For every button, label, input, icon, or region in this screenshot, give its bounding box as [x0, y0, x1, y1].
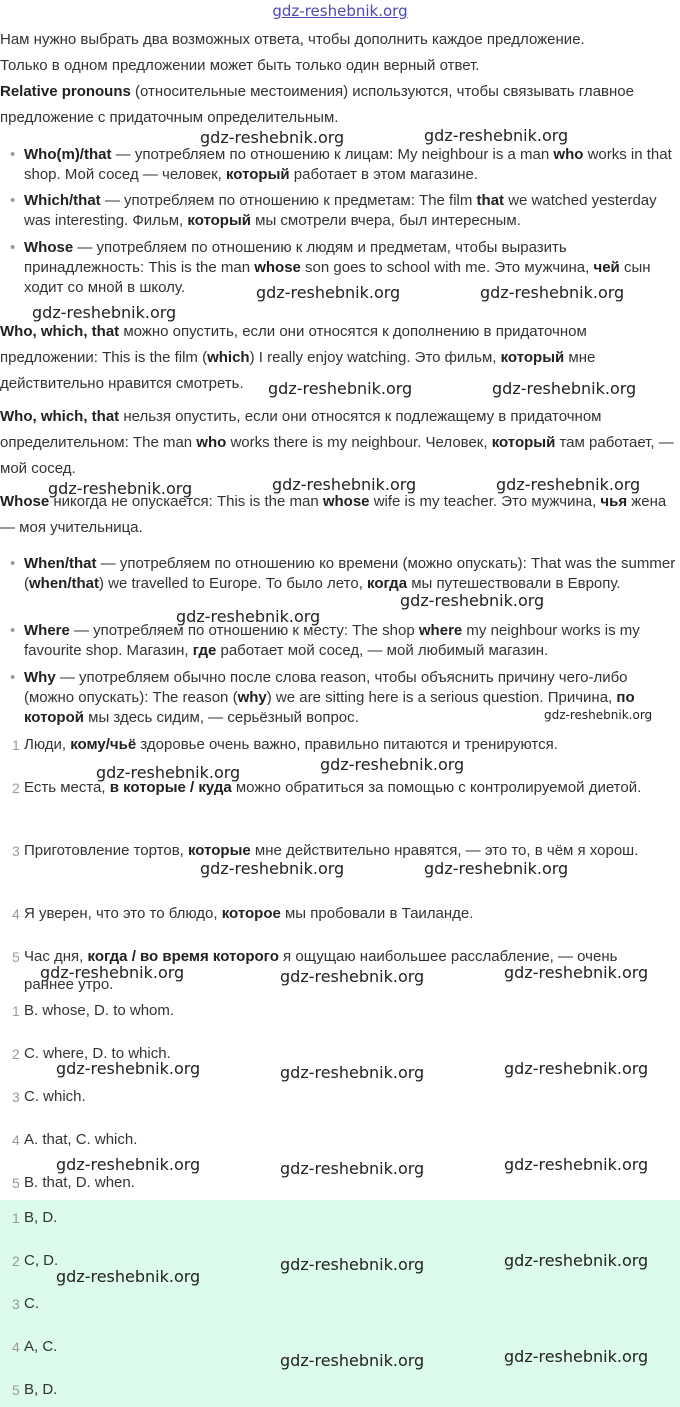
bold-term: Who(m)/that: [24, 146, 112, 163]
para-omit-object: [0, 319, 678, 397]
item-number: 5: [12, 1382, 20, 1398]
bold-term: Who, which, that: [0, 408, 120, 425]
relative-pronouns-definition: [0, 79, 678, 131]
watermark-text: gdz-reshebnik.org: [280, 1351, 425, 1370]
watermark-text: gdz-reshebnik.org: [424, 859, 569, 878]
bold-term: Why: [24, 669, 56, 686]
text-segment: мы путешествовали в Европу.: [407, 575, 621, 592]
bold-term: Who, which, that: [0, 323, 120, 340]
bold-term: Which/that: [24, 192, 101, 209]
bold-term: whose: [322, 493, 370, 510]
watermark-text: gdz-reshebnik.org: [32, 303, 177, 322]
item-number: 1: [12, 1003, 20, 1019]
text-segment: я ощущаю наибольшее расслабление, — очень раннее утро.: [24, 948, 618, 993]
translation-5: [0, 943, 668, 999]
answer-5: [0, 1376, 668, 1404]
text-segment: Я уверен, что это то блюдо,: [24, 905, 222, 922]
watermark-text: gdz-reshebnik.org: [56, 1059, 201, 1078]
item-number: 2: [12, 1046, 20, 1062]
bold-term: Whose: [24, 239, 74, 256]
watermark-text: gdz-reshebnik.org: [40, 963, 185, 982]
text-segment: Есть места,: [24, 779, 110, 796]
relative-pronouns-text: (относительные местоимения) используются, чтобы связывать главное предложение с придаточным определительным.: [0, 83, 634, 126]
bold-term: who: [553, 146, 584, 163]
watermark-text: gdz-reshebnik.org: [268, 379, 413, 398]
watermark-text: gdz-reshebnik.org: [48, 479, 193, 498]
watermark-text: gdz-reshebnik.org: [280, 1063, 425, 1082]
text-segment: мы здесь сидим, — серьёзный вопрос.: [83, 709, 359, 726]
bold-term: why: [237, 689, 267, 706]
watermark-text: gdz-reshebnik.org: [280, 1159, 425, 1178]
bullet-who: [0, 145, 676, 185]
watermark-text: gdz-reshebnik.org: [320, 755, 465, 774]
watermark-text: gdz-reshebnik.org: [496, 475, 641, 494]
bold-term: которое: [221, 905, 281, 922]
text-segment: здоровье очень важно, правильно питаются и тренируются.: [136, 736, 558, 753]
bold-term: Where: [24, 622, 70, 639]
text-segment: son goes to school with me. Это мужчина,: [300, 259, 594, 276]
text-segment: мне действительно нравятся, — это то, в чём я хорош.: [250, 842, 639, 859]
answer-1: [0, 1204, 668, 1232]
option-text: C. which.: [24, 1088, 86, 1105]
bold-term: who: [196, 434, 227, 451]
text-segment: Люди,: [24, 736, 71, 753]
item-number: 4: [12, 1132, 20, 1148]
bold-term: когда: [367, 575, 408, 592]
option-5: [0, 1169, 668, 1197]
intro-line-2: Только в одном предложении может быть только один верный ответ.: [0, 57, 480, 74]
watermark-text: gdz-reshebnik.org: [424, 126, 569, 145]
item-number: 3: [12, 843, 20, 859]
answer-2: [0, 1247, 668, 1275]
text-segment: we watched yesterday was interesting. Фильм,: [24, 192, 657, 229]
text-segment: работает мой сосед, — мой любимый магазин.: [216, 642, 549, 659]
bold-term: которые: [188, 842, 251, 859]
bold-term: который: [500, 349, 565, 366]
bold-term: where: [418, 622, 463, 639]
text-segment: — употребляем обычно после слова reason, чтобы объяснить причину чего-либо (можно опускать): The reason (: [24, 669, 628, 706]
text-segment: — употребляем по отношению к людям и предметам, чтобы выразить принадлежность: This is the man: [24, 239, 567, 276]
item-number: 2: [12, 1253, 20, 1269]
watermark-text: gdz-reshebnik.org: [200, 859, 345, 878]
bold-term: When/that: [24, 555, 97, 572]
watermark-text: gdz-reshebnik.org: [256, 283, 401, 302]
text-segment: — употребляем по отношению к месту: The shop: [69, 622, 419, 639]
option-text: B. that, D. when.: [24, 1174, 135, 1191]
item-number: 4: [12, 1339, 20, 1355]
item-number: 3: [12, 1089, 20, 1105]
answer-4: [0, 1333, 668, 1361]
bold-term: чья: [600, 493, 628, 510]
answer-text: C, D.: [24, 1252, 59, 1269]
bold-term: когда / во время которого: [87, 948, 279, 965]
item-number: 3: [12, 1296, 20, 1312]
watermark-text: gdz-reshebnik.org: [504, 1059, 649, 1078]
answer-text: C.: [24, 1295, 39, 1312]
option-3: [0, 1083, 668, 1111]
watermark-text: gdz-reshebnik.org: [56, 1155, 201, 1174]
option-4: [0, 1126, 668, 1154]
bullet-where: [0, 621, 676, 661]
watermark-text: gdz-reshebnik.org: [96, 763, 241, 782]
bold-term: где: [192, 642, 217, 659]
para-whose-never-omitted: [0, 489, 678, 541]
text-segment: ) we are sitting here is a serious question. Причина,: [266, 689, 617, 706]
text-segment: ) I really enjoy watching. Это фильм,: [249, 349, 501, 366]
answer-text: B, D.: [24, 1209, 58, 1226]
bold-term: который: [187, 212, 251, 229]
text-segment: сын ходит со мной в школу.: [24, 259, 651, 296]
watermark-text: gdz-reshebnik.org: [272, 475, 417, 494]
bullet-why: [0, 668, 676, 728]
text-segment: — употребляем по отношению ко времени (можно опускать): That was the summer (: [24, 555, 676, 592]
text-segment: works in that shop. Мой сосед — человек,: [24, 146, 672, 183]
bold-term: which: [207, 349, 250, 366]
bold-term: который: [491, 434, 556, 451]
option-2: [0, 1040, 668, 1068]
bold-term: that: [476, 192, 505, 209]
text-segment: works there is my neighbour. Человек,: [226, 434, 492, 451]
bold-term: который: [226, 166, 290, 183]
text-segment: Час дня,: [24, 948, 88, 965]
translation-3: [0, 837, 668, 865]
para-no-omit-subject: [0, 404, 678, 482]
header-watermark: gdz-reshebnik.org: [272, 2, 408, 20]
bullet-which: [0, 191, 676, 231]
watermark-text: gdz-reshebnik.org: [480, 283, 625, 302]
text-segment: можно обратиться за помощью с контролируемой диетой.: [231, 779, 642, 796]
text-segment: ) we travelled to Europe. То было лето,: [99, 575, 368, 592]
intro-line-1: Нам нужно выбрать два возможных ответа, чтобы дополнить каждое предложение.: [0, 31, 585, 48]
text-segment: никогда не опускается: This is the man: [49, 493, 323, 510]
watermark-text: gdz-reshebnik.org: [492, 379, 637, 398]
text-segment: жена — моя учительница.: [0, 493, 667, 536]
bold-term: Whose: [0, 493, 50, 510]
bold-term: кому/чьё: [70, 736, 137, 753]
text-segment: — употребляем по отношению к предметам: The film: [100, 192, 477, 209]
text-segment: там работает, — мой сосед.: [0, 434, 674, 477]
option-text: C. where, D. to which.: [24, 1045, 171, 1062]
translation-1: [0, 731, 668, 759]
item-number: 1: [12, 737, 20, 753]
answer-text: A, C.: [24, 1338, 58, 1355]
item-number: 4: [12, 906, 20, 922]
item-number: 2: [12, 780, 20, 796]
text-segment: Приготовление тортов,: [24, 842, 188, 859]
bullet-whose: [0, 238, 676, 298]
text-segment: нельзя опустить, если они относятся к подлежащему в придаточном определительном: The man: [0, 408, 602, 451]
watermark-text: gdz-reshebnik.org: [400, 591, 545, 610]
answer-text: B, D.: [24, 1381, 58, 1398]
text-segment: мне действительно нравится смотреть.: [0, 349, 596, 392]
watermark-text: gdz-reshebnik.org: [200, 128, 345, 147]
option-text: B. whose, D. to whom.: [24, 1002, 175, 1019]
text-segment: — употребляем по отношению к лицам: My neighbour is a man: [111, 146, 554, 163]
bold-term: whose: [254, 259, 301, 276]
bold-term: when/that: [29, 575, 99, 592]
relative-pronouns-term: Relative pronouns: [0, 83, 131, 100]
bold-term: в которые / куда: [109, 779, 232, 796]
option-1: [0, 997, 668, 1025]
item-number: 5: [12, 1175, 20, 1191]
item-number: 5: [12, 949, 20, 965]
watermark-text: gdz-reshebnik.org: [544, 708, 653, 722]
bold-term: чей: [593, 259, 620, 276]
text-segment: my neighbour works is my favourite shop. Магазин,: [24, 622, 640, 659]
watermark-text: gdz-reshebnik.org: [280, 967, 425, 986]
watermark-text: gdz-reshebnik.org: [56, 1267, 201, 1286]
text-segment: мы пробовали в Таиланде.: [280, 905, 474, 922]
watermark-text: gdz-reshebnik.org: [504, 963, 649, 982]
option-text: A. that, C. which.: [24, 1131, 138, 1148]
text-segment: wife is my teacher. Это мужчина,: [369, 493, 601, 510]
text-segment: можно опустить, если они относятся к дополнению в придаточном предложении: This is the film (: [0, 323, 587, 366]
watermark-text: gdz-reshebnik.org: [504, 1251, 649, 1270]
bullet-when: [0, 554, 676, 594]
answer-3: [0, 1290, 668, 1318]
text-segment: мы смотрели вчера, был интересным.: [251, 212, 521, 229]
translation-2: [0, 774, 668, 802]
watermark-text: gdz-reshebnik.org: [176, 607, 321, 626]
watermark-text: gdz-reshebnik.org: [504, 1347, 649, 1366]
bold-term: по которой: [24, 689, 635, 726]
watermark-text: gdz-reshebnik.org: [504, 1155, 649, 1174]
item-number: 1: [12, 1210, 20, 1226]
text-segment: работает в этом магазине.: [289, 166, 478, 183]
translation-4: [0, 900, 668, 928]
watermark-text: gdz-reshebnik.org: [280, 1255, 425, 1274]
